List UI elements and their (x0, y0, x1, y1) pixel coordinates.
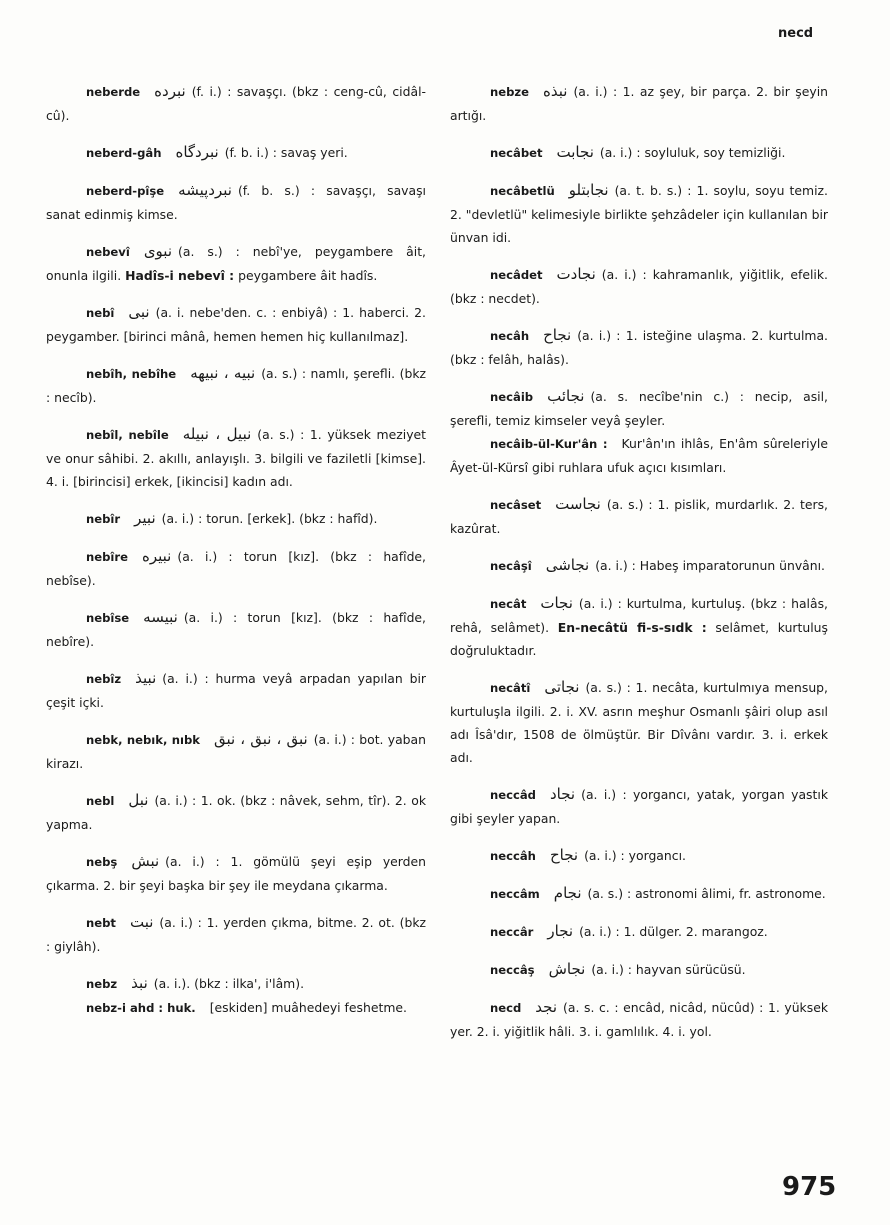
entry-headword: nebîre (86, 550, 128, 564)
entry-headword: nebîr (86, 512, 121, 526)
entry-headword: nebt (86, 916, 116, 930)
entry-arabic-script: نجائب (547, 387, 585, 405)
entry-definition: [eskiden] muâhedeyi feshetme. (209, 1000, 407, 1015)
dictionary-entry (46, 667, 426, 714)
entry-arabic-script: نبذ (131, 974, 148, 992)
entry-definition: (a. i. nebe'den. c. : enbiyâ) : 1. haberci. 2. peygamber. [birinci mânâ, hemen hemen hiç kullanılmaz]. (46, 305, 426, 344)
entry-definition: (a. i.) : hurma veyâ arpadan yapılan bir çeşit içki. (46, 671, 426, 710)
dictionary-entry (46, 972, 426, 996)
entry-headword: neberd-pîşe (86, 184, 165, 198)
entry-headword: necâset (490, 498, 542, 512)
entry-headword: neccâş (490, 963, 535, 977)
dictionary-entry (450, 882, 828, 906)
entry-arabic-script: نجد (535, 998, 558, 1016)
entry-expression: Hadîs-i nebevî : (125, 268, 235, 283)
dictionary-entry (46, 141, 426, 165)
entry-arabic-script: نجاشی (545, 556, 590, 574)
page-number: 975 (782, 1172, 837, 1202)
entry-headword: nebîh, nebîhe (86, 367, 177, 381)
entry-headword: necâbetlü (490, 184, 555, 198)
entry-headword: nebk, nebık, nıbk (86, 733, 200, 747)
entry-arabic-script: نبیر (134, 509, 156, 527)
dictionary-entry (450, 996, 828, 1043)
dictionary-entry (46, 545, 426, 592)
entry-definition: (a. i.). (bkz : ilka', i'lâm). (153, 976, 305, 991)
dictionary-entry (450, 592, 828, 662)
entry-definition: (a. s. necîbe'nin c.) : necip, asil, şerefli, temiz kimseler veyâ şeyler. (450, 389, 828, 428)
entry-headword: nebz (86, 977, 118, 991)
entry-arabic-script: نبردپیشه (178, 181, 232, 199)
entry-definition: (f. b. i.) : savaş yeri. (224, 145, 348, 160)
dictionary-entry (450, 676, 828, 769)
entry-arabic-script: نجادت (556, 265, 596, 283)
entry-headword: nebz-i ahd : huk. (86, 1001, 196, 1015)
entry-expression: En-necâtü fi-s-sıdk : (557, 620, 707, 635)
entry-headword: necâşî (490, 559, 532, 573)
dictionary-entry (46, 240, 426, 287)
entry-headword: neberd-gâh (86, 146, 162, 160)
entry-definition: (a. i.) : kurtulma, kurtuluş. (bkz : halâs, rehâ, selâmet). (450, 596, 828, 635)
dictionary-entry (46, 362, 426, 409)
entry-arabic-script: نبیل ، نبیله (182, 425, 252, 443)
entry-headword: nebîl, nebîle (86, 428, 169, 442)
dictionary-entry (46, 80, 426, 127)
entry-arabic-script: نبردگاه (175, 143, 219, 161)
entry-definition: (a. i.) : torun [kız]. (bkz : hafîde, nebîre). (46, 610, 426, 649)
entry-definition: (a. i.) : torun [kız]. (bkz : hafîde, nebîse). (46, 549, 426, 588)
entry-headword: necâdet (490, 268, 543, 282)
entry-arabic-script: نجار (547, 922, 574, 940)
entry-arabic-script: نبوی (143, 242, 173, 260)
right-column (450, 80, 828, 1057)
entry-definition: (a. s.) : astronomi âlimi, fr. astronome. (587, 886, 826, 901)
entry-headword: necâtî (490, 681, 531, 695)
entry-arabic-script: نبق ، نبق ، نبق (214, 730, 308, 748)
entry-arabic-script: نجاح (549, 846, 579, 864)
dictionary-entry (450, 263, 828, 310)
dictionary-entry (46, 179, 426, 226)
entry-definition: (a. s. c. : encâd, nicâd, nücûd) : 1. yüksek yer. 2. i. yiğitlik hâli. 3. i. gamlılık. 4. i. yol. (450, 1000, 828, 1039)
entry-arabic-script: نجاح (543, 326, 572, 344)
entry-arabic-script: نبیذ (135, 669, 157, 687)
entry-arabic-script: نجاست (555, 495, 601, 513)
entry-definition: (a. i.) : hayvan sürücüsü. (591, 962, 746, 977)
entry-headword: nebze (490, 85, 530, 99)
dictionary-entry (450, 958, 828, 982)
entry-arabic-script: نجابت (556, 143, 594, 161)
entry-arabic-script: نبرده (154, 82, 186, 100)
entry-definition: (a. s.) : 1. pislik, murdarlık. 2. ters, kazûrat. (450, 497, 828, 536)
entry-headword: nebîz (86, 672, 122, 686)
entry-definition: (a. s.) : 1. necâta, kurtulmıya mensup, kurtuluşla ilgili. 2. i. XV. asrın meşhur Osmanlı şâiri olup asıl adı Îsâ'dır, 1508 de ölmüştür. Bir Dîvânı vardır. 3. i. erkek adı. (450, 680, 828, 765)
entry-headword: neccâd (490, 788, 536, 802)
entry-headword: necâbet (490, 146, 543, 160)
dictionary-entry (46, 996, 426, 1020)
entry-definition: (a. i.) : yorgancı, yatak, yorgan yastık gibi şeyler yapan. (450, 787, 828, 826)
dictionary-entry (450, 920, 828, 944)
entry-headword: nebevî (86, 245, 130, 259)
entry-arabic-script: نجام (553, 884, 582, 902)
entry-definition: (a. i.) : 1. dülger. 2. marangoz. (579, 924, 768, 939)
entry-arabic-script: نبل (128, 791, 149, 809)
dictionary-entry (450, 385, 828, 432)
entry-definition: (a. i.) : soyluluk, soy temizliği. (599, 145, 786, 160)
dictionary-entry (450, 80, 828, 127)
entry-definition: (a. s.) : namlı, şerefli. (bkz : necîb). (46, 366, 426, 405)
entry-definition: (a. s.) : nebî'ye, peygambere âit, onunla ilgili. (46, 244, 426, 283)
dictionary-entry (46, 911, 426, 958)
dictionary-entry (46, 301, 426, 348)
entry-headword: necât (490, 597, 527, 611)
entry-definition: (f. b. s.) : savaşçı, savaşı sanat edinmiş kimse. (46, 183, 426, 222)
entry-headword: necâh (490, 329, 530, 343)
entry-definition: (a. i.) : 1. az şey, bir parça. 2. bir şeyin artığı. (450, 84, 828, 123)
entry-definition: Kur'ân'ın ihlâs, En'âm sûreleriyle Âyet-ül-Kürsî gibi ruhlara ufuk açıcı kısımları. (450, 436, 828, 475)
entry-arabic-script: نجابتلو (568, 181, 609, 199)
entry-definition: (a. i.) : Habeş imparatorunun ünvânı. (595, 558, 825, 573)
entry-arabic-script: نبذه (543, 82, 568, 100)
entry-definition: (a. t. b. s.) : 1. soylu, soyu temiz. 2. "devletlü" kelimesiyle birlikte şehzâdeler için kullanılan bir ünvan idi. (450, 183, 828, 245)
dictionary-entry (450, 179, 828, 249)
entry-arabic-script: نبی (128, 303, 150, 321)
dictionary-entry (46, 507, 426, 531)
entry-definition: (a. i.) : yorgancı. (584, 848, 686, 863)
entry-arabic-script: نبیسه (143, 608, 178, 626)
entry-arabic-script: نجاتی (544, 678, 580, 696)
entry-expression-definition: peygambere âit hadîs. (238, 268, 378, 283)
entry-definition: (a. s.) : 1. yüksek meziyet ve onur sâhibi. 2. akıllı, anlayışlı. 3. bilgili ve faziletli [kimse]. 4. i. [birincisi] erkek, [ikincisi] kadın adı. (46, 427, 427, 489)
entry-expression-definition: selâmet, kurtuluş doğruluktadır. (450, 620, 828, 658)
entry-headword: nebş (86, 855, 118, 869)
entry-definition: (a. i.) : 1. yerden çıkma, bitme. 2. ot. (bkz : giylâh). (46, 915, 426, 954)
dictionary-entry (46, 423, 426, 493)
dictionary-entry (46, 850, 426, 897)
entry-headword: necâib-ül-Kur'ân : (490, 437, 608, 451)
entry-headword: neccâm (490, 887, 540, 901)
dictionary-entry (450, 324, 828, 371)
entry-definition: (a. i.) : kahramanlık, yiğitlik, efelik. (bkz : necdet). (450, 267, 828, 306)
dictionary-entry (46, 728, 426, 775)
entry-arabic-script: نجاد (550, 785, 576, 803)
entry-definition: (a. i.) : 1. ok. (bkz : nâvek, sehm, tîr). 2. ok yapma. (46, 793, 426, 832)
entry-arabic-script: نبیره (141, 547, 172, 565)
running-header: necd (778, 26, 814, 41)
entry-headword: neccâr (490, 925, 534, 939)
entry-arabic-script: نجات (540, 594, 573, 612)
dictionary-entry (450, 554, 828, 578)
dictionary-entry (46, 606, 426, 653)
dictionary-entry (450, 493, 828, 540)
entry-arabic-script: نبت (129, 913, 154, 931)
entry-definition: (a. i.) : 1. gömülü şeyi eşip yerden çıkarma. 2. bir şeyi başka bir şey ile meydana çıkarma. (46, 854, 426, 893)
entry-headword: neberde (86, 85, 141, 99)
left-column (46, 80, 426, 1034)
entry-headword: necâib (490, 390, 534, 404)
dictionary-entry (450, 432, 828, 479)
entry-definition: (a. i.) : 1. isteğine ulaşma. 2. kurtulma. (bkz : felâh, halâs). (450, 328, 828, 367)
dictionary-entry (46, 789, 426, 836)
entry-headword: nebl (86, 794, 115, 808)
entry-headword: nebîse (86, 611, 130, 625)
entry-headword: necd (490, 1001, 522, 1015)
entry-definition: (a. i.) : bot. yaban kirazı. (46, 732, 426, 771)
entry-definition: (a. i.) : torun. [erkek]. (bkz : hafîd). (161, 511, 378, 526)
dictionary-entry (450, 141, 828, 165)
dictionary-entry (450, 783, 828, 830)
entry-arabic-script: نبیه ، نبیهه (190, 364, 256, 382)
entry-definition: (f. i.) : savaşçı. (bkz : ceng-cû, cidâl-cû). (46, 84, 426, 123)
entry-headword: nebî (86, 306, 115, 320)
entry-headword: neccâh (490, 849, 536, 863)
entry-arabic-script: نبش (131, 852, 160, 870)
dictionary-entry (450, 844, 828, 868)
entry-arabic-script: نجاش (548, 960, 586, 978)
